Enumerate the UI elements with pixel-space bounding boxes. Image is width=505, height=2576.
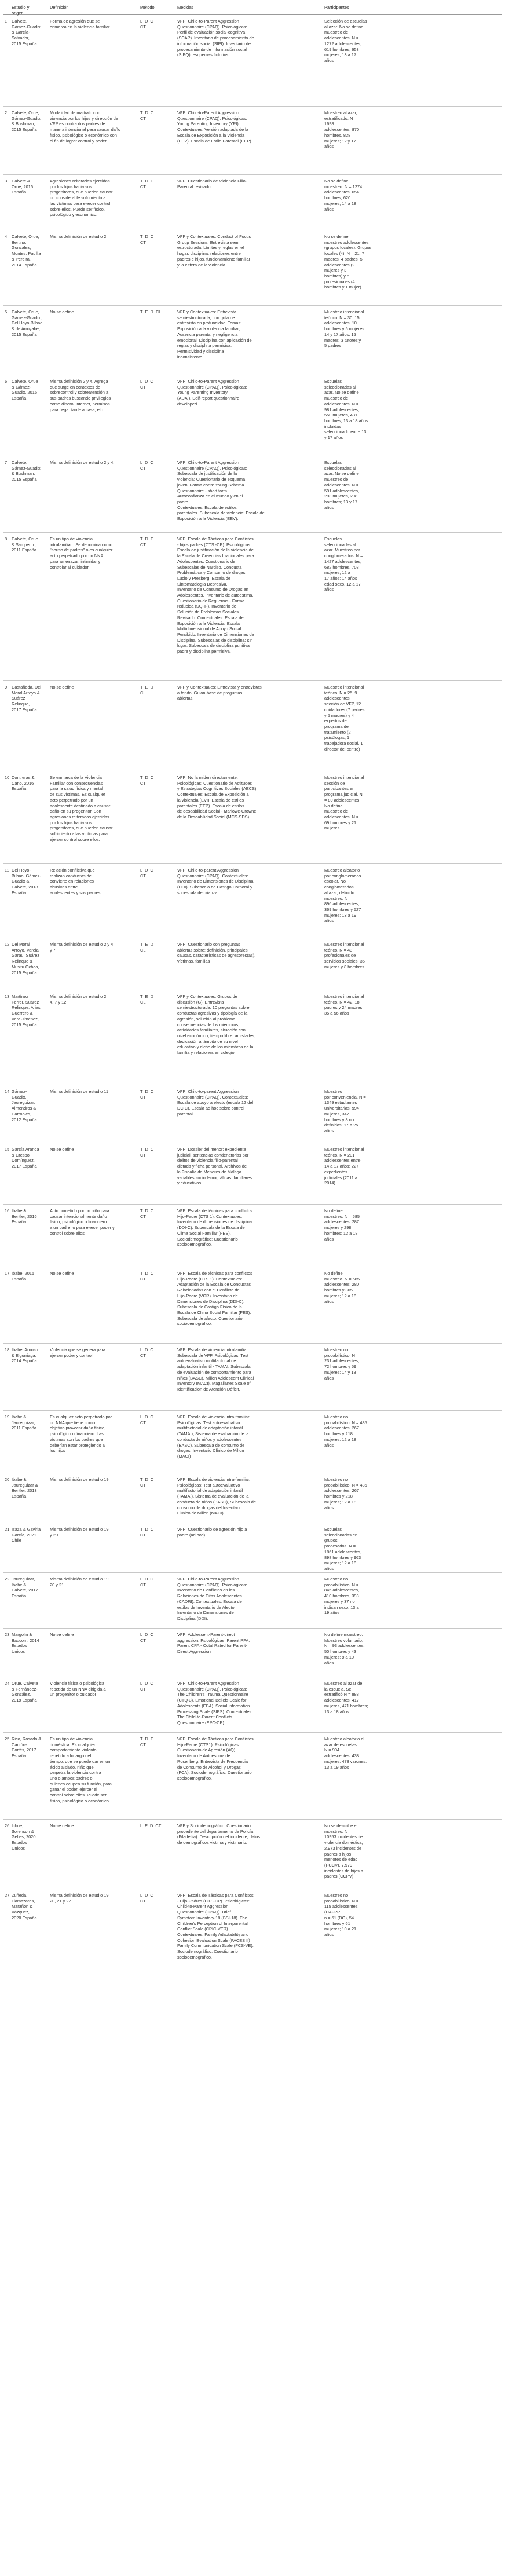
row-number: 26 bbox=[5, 1823, 10, 1828]
row-number: 12 bbox=[5, 942, 10, 947]
row-definicion: No se define bbox=[50, 309, 74, 314]
row-participantes: Muestreo al azar de la escuela. Se estratificó N = 888 adolescentes, 417 mujeres, 471 hombres; 13 a 18 años bbox=[324, 1681, 368, 1714]
row-participantes: Muestreo intencional sección de participantes en programa judicial. N = 89 adolescentes No define muestreo de adolescentes. N = 69 hombres y 21 mujeres bbox=[324, 775, 364, 831]
row-medidas: VFP: Escala de Tácticas para Conflictos - hijos padres (CTS -CP). Psicológicas: Escala de justificación de la violencia de la Escala de Creencias Irracionales para Adolescentes. Cuestionario de Subescalas de Narciso, Conducta Problemática y Consumo de drogas, Lucio y Presberg. Escala de Sintomatología Depresiva. Inventario de Consumo de Drogas en Adolescentes. Inventario de autoestima. Cuestionario de Reguerras - Forma reducida (SQ-IF). Inventario de Solución de Problemas Sociales. Revisado. Contextuales: Escala de Exposición a la Violencia. Escala Multidimensional de Apoyo Social Percibido. Inventario de Dimensiones de Disciplina. Subescalas de disciplina: sin lugar. Subescala de disciplina punitiva padre y disciplina permisiva. bbox=[177, 536, 254, 654]
row-medidas: VFP: Dossier del menor: expediente judicial, sentencias condenatorias por delitos de violencia filio-parental dictada y ficha personal. Archivos de la Fiscalía de Menores de Málaga. variables sociodemográficas, familiares y educativas. bbox=[177, 1147, 252, 1186]
row-definicion: Misma definición de estudio 11 bbox=[50, 1089, 108, 1094]
row-participantes: Escuelas seleccionadas al azar. Muestreo por conglomerados. N = 1427 adolescentes, 682 hombres, 708 mujeres, 12 a 17 años; 14 años edad sexo, 12 a 17 años bbox=[324, 536, 363, 592]
row-number: 21 bbox=[5, 1527, 10, 1532]
table-row bbox=[3, 1085, 502, 1143]
row-estudio: Ibabe, 2015 España bbox=[12, 1271, 35, 1282]
row-participantes: Muestreo al azar, estratificado. N = 1698 adolescentes, 870 hombres, 828 mujeres; 12 y 17 años bbox=[324, 110, 359, 149]
row-definicion: Agresiones reiteradas ejercidas por los hijos hacia sus progenitores, que pueden causar un considerable sufrimiento a las víctimas para ejercer control sobre ellos. Puede ser físico, psicológico y económico. bbox=[50, 178, 113, 218]
row-number: 16 bbox=[5, 1208, 10, 1213]
table-row bbox=[3, 1473, 502, 1523]
row-number: 5 bbox=[5, 309, 8, 314]
row-medidas: VFP: Child-to-parent Aggression Questionnaire (CPAQ). Contextuales: Escala de apoyo a efecto (escala 12 del DCIC). Escala ad hoc sobre control parental. bbox=[177, 1089, 254, 1117]
table-row bbox=[3, 375, 502, 456]
row-metodo: T D C CT bbox=[140, 178, 154, 189]
row-metodo: T D C CT bbox=[140, 775, 154, 786]
row-metodo: L D C CT bbox=[140, 1681, 153, 1692]
row-metodo: L D C CT bbox=[140, 1632, 153, 1643]
table-row bbox=[3, 456, 502, 533]
row-metodo: T E D CL bbox=[140, 942, 153, 953]
row-estudio: Calvete, Gámez-Guadix & García- Salvador, 2015 España bbox=[12, 19, 41, 46]
row-estudio: Margolin & Baucom, 2014 Estados Unidos bbox=[12, 1632, 39, 1655]
row-medidas: VFP: No la miden directamente. Psicológicas: Cuestionario de Actitudes y Estrategias Cognitivas Sociales (AECS). Contextuales: Escala de Exposición a la violencia (EVI). Escala de estilos parentales (EEP). Escala de estilos de deseabilidad Social - Marlowe-Crowne de la Deseabilidad Social (MCS-SDS). bbox=[177, 775, 258, 819]
row-participantes: No se define muestreo. N = 1274 adolescentes, 654 hombres, 620 mujeres; 14 a 18 años bbox=[324, 178, 363, 212]
row-estudio: Orue, Calvete & Fernández- González, 2019 España bbox=[12, 1681, 38, 1703]
table-row bbox=[3, 230, 502, 306]
row-number: 19 bbox=[5, 1414, 10, 1419]
table-row bbox=[3, 1889, 502, 1977]
row-definicion: Misma definición de estudio 2. bbox=[50, 234, 108, 239]
row-number: 23 bbox=[5, 1632, 10, 1637]
row-medidas: VFP: Child-to-Parent Aggression Questionnaire (CPAQ). Psicológicas: Young Parenting Inventory (YPI). Contextuales: Versión adaptada de la Escala de Exposición a la Violencia (EEV). Escala de Estilo Parental (EEP). bbox=[177, 110, 253, 144]
row-participantes: No se describe el muestreo. N = 10953 incidentes de violencia doméstica, 2.973 incidentes de padres a hijos menores de edad (PCCV). 7.979 incidentes de hijos a padres (CCPV) bbox=[324, 1823, 363, 1879]
row-estudio: Contreras & Cano, 2016 España bbox=[12, 775, 35, 792]
row-metodo: T E D CL bbox=[140, 994, 153, 1005]
table-row bbox=[3, 1629, 502, 1677]
table-row bbox=[3, 1344, 502, 1411]
row-number: 6 bbox=[5, 379, 8, 384]
row-estudio: Zuñeda, Llamazares, Marañón & Vázquez, 2020 España bbox=[12, 1893, 37, 1920]
table-row bbox=[3, 107, 502, 175]
row-participantes: Escuelas seleccionadas al azar. No se define muestreo de adolescentes. N = 981 adolescentes, 550 mujeres, 431 hombres, 13 a 18 años incluidas seleccionado entre 13 y 17 años bbox=[324, 379, 368, 441]
row-definicion: Misma definición de estudio 19 bbox=[50, 1477, 109, 1482]
row-definicion: No se define bbox=[50, 1271, 74, 1276]
row-participantes: Muestreo intencional teórico. N = 201 adolescentes entre 14 a 17 años; 227 expedientes judiciales (2011 a 2014) bbox=[324, 1147, 364, 1186]
row-participantes: Muestreo no probabilístico. N = 485 adolescentes, 267 hombres y 218 mujeres; 12 a 18 años bbox=[324, 1414, 367, 1448]
row-estudio: Calvete, Orue, Gámez-Guadix & Bushman, 2015 España bbox=[12, 110, 41, 133]
header-estudio: Estudio y origen bbox=[12, 5, 30, 16]
row-number: 20 bbox=[5, 1477, 10, 1482]
row-definicion: Misma definición de estudio 2 y 4 y 7 bbox=[50, 942, 114, 953]
row-metodo: T D C CT bbox=[140, 110, 154, 121]
row-estudio: Ibabe & Jaureguizar, 2011 España bbox=[12, 1414, 37, 1431]
row-estudio: Calvete, Orue & Sampedro, 2011 España bbox=[12, 536, 38, 553]
row-metodo: L D C CT bbox=[140, 379, 153, 390]
row-definicion: Es un tipo de violencia doméstica. Es cualquier comportamiento violento repetido a lo largo del tiempo, que se puede dar en un ácido aislado, niño que perpetra la violencia contra uno o ambos padres o quienes ocupen su función, para ganar el poder, ejercer el control sobre ellos. Puede ser físico, psicológico o económico bbox=[50, 1736, 112, 1803]
row-participantes: Muestreo intencional teórico. N = 25, 9 adolescentes, sección de VFP, 12 cuidadores (7 padres y 5 madres) y 4 expertos de programa de tratamiento (2 psicólogas, 1 trabajadora social, 1 director del centro) bbox=[324, 685, 365, 752]
header-medidas: Medidas bbox=[177, 5, 193, 10]
row-medidas: VFP: Cuestionario con preguntas abiertas sobre: definición, principales causas, características de agresores(as), víctimas, familias bbox=[177, 942, 256, 964]
row-number: 27 bbox=[5, 1893, 10, 1898]
row-metodo: L D C CT bbox=[140, 19, 153, 30]
row-metodo: T D C CT bbox=[140, 536, 154, 547]
row-medidas: VFP y Sociodemográfico: Cuestionario procedente del departamento de Policía (Filadelfia). Descripción del incidente, datos de demográficos victima y victimario. bbox=[177, 1823, 260, 1846]
row-number: 25 bbox=[5, 1736, 10, 1741]
table-row bbox=[3, 533, 502, 681]
row-estudio: Ichue, Sorenson & Gelles, 2020 Estados Unidos bbox=[12, 1823, 36, 1851]
row-number: 4 bbox=[5, 234, 8, 239]
row-number: 9 bbox=[5, 685, 8, 690]
table-row bbox=[3, 1677, 502, 1733]
row-estudio: García Aranda & Crespo Domínguez, 2017 España bbox=[12, 1147, 39, 1169]
row-metodo: T E D CL bbox=[140, 685, 153, 696]
table-header bbox=[3, 3, 502, 15]
row-medidas: VFP: Cuestionario de Violencia Filio- Parental revisado. bbox=[177, 178, 247, 189]
table-row bbox=[3, 1523, 502, 1573]
row-metodo: T D C CT bbox=[140, 1527, 154, 1538]
row-metodo: L E D CT bbox=[140, 1823, 162, 1828]
row-participantes: Muestreo no probabilístico. N = 231 adolescentes, 72 hombres y 59 mujeres; 14 y 18 años bbox=[324, 1347, 359, 1381]
row-definicion: Misma definición de estudio 19 y 20 bbox=[50, 1527, 109, 1538]
row-medidas: VFP: Escala de violencia intra-familiar. Psicológicas: Test autoevaluativo multifactorial de adaptación infantil (TAMAI), Sistema de evaluación de la conducta de niños (BASC), Subescala de consumo de drogas del Inventario Clínico de Millon (MACI) bbox=[177, 1477, 256, 1516]
row-definicion: No se define bbox=[50, 1147, 74, 1152]
row-definicion: No se define bbox=[50, 1823, 74, 1828]
row-number: 1 bbox=[5, 19, 8, 24]
row-medidas: VFP: Adolescent-Parent-direct aggression. Psicológicas: Parent PFA. Parent CPA - Cotal Rated for Parent- Direct Aggression bbox=[177, 1632, 250, 1655]
row-definicion: Misma definición de estudio 2, 4, 7 y 12 bbox=[50, 994, 108, 1005]
row-participantes: Muestreo aleatorio al azar de escuelas. N = 994 adolescentes, 438 mujeres, 478 varones; 13 a 19 años bbox=[324, 1736, 367, 1770]
row-number: 17 bbox=[5, 1271, 10, 1276]
table-row bbox=[3, 771, 502, 864]
row-definicion: Es cualquier acto perpetrado por un NNA que tiene como objetivo provocar daño físico, psicológico o financiero. Las víctimas son los padres que deberían estar protegiendo a los hijos bbox=[50, 1414, 112, 1454]
row-medidas: VFP y Contextuales: Grupos de discusión (G). Entrevista semiestructurada: 10 preguntas sobre conductas agresivas y tipología de la agresión, solución al problema, consecuencias de los miembros, actividades familiares, situación con nivel económico, tiempo libre, amistades, dedicación al ámbito de su nivel educativo y dicho de los miembros de la familia y relaciones en colegio. bbox=[177, 994, 256, 1056]
row-definicion: Modalidad de maltrato con violencia por los hijos y dirección de VFP es contra dos padres de manera intencional para causar daño físico, psicológico o económico con el fin de lograr control y poder. bbox=[50, 110, 121, 144]
header-participantes: Participantes bbox=[324, 5, 349, 10]
row-definicion: No se define bbox=[50, 1632, 74, 1637]
row-definicion: Se enmarca de la Violencia Familiar con consecuencias para la salud física y mental de sus víctimas. Es cualquier acto perpetrado por un adolescente destinado a causar daño en su progenitor. Son agresiones reiteradas ejercidas por los hijos hacia sus progenitores, que pueden causar sufrimiento a las víctimas para ejercer control sobre ellos. bbox=[50, 775, 113, 842]
row-definicion: No se define bbox=[50, 685, 74, 690]
row-participantes: Muestreo por conveniencia. N = 1349 estudiantes universitarias, 994 mujeres, 347 hombres y 8 no definidos; 17 a 25 años bbox=[324, 1089, 366, 1133]
row-definicion: Forma de agresión que se enmarca en la violencia familiar. bbox=[50, 19, 111, 30]
row-metodo: L D C CT bbox=[140, 460, 153, 471]
table-row bbox=[3, 1205, 502, 1267]
row-estudio: Calvete, Orue, Gámez-Guadix, Del Hoyo-Bilbao & de Arroyabe, 2015 España bbox=[12, 309, 43, 337]
table-row bbox=[3, 990, 502, 1085]
row-medidas: VFP: Escala de técnicas para conflictos Hijo-Padre (CTS 1). Contextuales: Adaptación de la Escala de Conductas Relacionadas con el Conflicto de Hijo-Padre (VGR). Inventario de Dimensiones de Disciplina (DDI-C). Subescala de Castigo Físico de la Escala de Clima Social Familiar (FES). Subescala de afecto. Cuestionario sociodemográfico. bbox=[177, 1271, 253, 1327]
row-number: 11 bbox=[5, 868, 9, 873]
header-metodo: Método bbox=[140, 5, 155, 10]
row-metodo: T D C CT bbox=[140, 1736, 154, 1747]
table-row bbox=[3, 1733, 502, 1820]
row-number: 24 bbox=[5, 1681, 10, 1686]
row-number: 22 bbox=[5, 1576, 10, 1582]
table-row bbox=[3, 175, 502, 230]
row-number: 8 bbox=[5, 536, 8, 541]
row-estudio: Ibabe & Jaureguizar & Bentler, 2013 España bbox=[12, 1477, 38, 1499]
row-participantes: Selección de escuelas al azar. No se define muestreo de adolescentes. N = 1272 adolescentes, 619 hombres, 653 mujeres; 13 a 17 años bbox=[324, 19, 367, 63]
table-row bbox=[3, 1267, 502, 1344]
table-row bbox=[3, 1573, 502, 1629]
row-number: 7 bbox=[5, 460, 8, 465]
row-metodo: L D C CT bbox=[140, 1347, 153, 1358]
row-estudio: Calvete, Orue & Gámez- Guadix, 2015 España bbox=[12, 379, 38, 401]
row-medidas: VFP y Contextuales: Conduct of Focus Group Sessions. Entrevista semi estructurada. Límites y reglas en el hogar, disciplina, relaciones entre padres e hijos, funcionamiento familiar y la esfera de la violencia. bbox=[177, 234, 251, 268]
row-metodo: T D C CT bbox=[140, 1477, 154, 1488]
table-row bbox=[3, 938, 502, 990]
row-medidas: VFP: Child-to-Parent Aggression Questionnaire (CPAQ). Psicológicas: Inventario de Conflictos en las Relaciones de Citas Adolescentes (CADRI). Contextuales: Escala de estilos de Inventario de Afecto. Inventario de Dimensiones de Disciplina (DDI). bbox=[177, 1576, 247, 1621]
row-participantes: No define muestreo. N = 585 adolescentes, 287 mujeres y 298 hombres; 12 a 18 años bbox=[324, 1208, 360, 1242]
row-participantes: Muestreo no probabilístico. N = 115 adolescentes (DAFPP n = 51 (DO), 54 hombres y 61 mujeres; 10 a 21 años bbox=[324, 1893, 359, 1937]
row-medidas: VFP: Cuestionario de agresión hijo a padre (ad hoc). bbox=[177, 1527, 247, 1538]
row-number: 3 bbox=[5, 178, 8, 184]
row-estudio: Ibabe & Bentler, 2016 España bbox=[12, 1208, 37, 1225]
row-definicion: Relación conflictiva que realizan conductas de convierte en relaciones abusivas entre adolescentes y sus padres. bbox=[50, 868, 102, 895]
row-definicion: Violencia que se genera para ejercer poder y control bbox=[50, 1347, 106, 1358]
row-medidas: VFP: Escala de Tácticas para Conflictos Hijo-Padre (CTS1). Psicológicas: Cuestionario de Agresión (AQ). Inventario de Autoestima de Rosenberg. Entrevista de Frecuencia de Consumo de Alcohol y Drogas (FCA). Sociodemográfico: Cuestionario sociodemográfico. bbox=[177, 1736, 254, 1781]
row-number: 2 bbox=[5, 110, 8, 115]
row-definicion: Misma definición de estudio 19, 20, 21 y 22 bbox=[50, 1893, 110, 1904]
row-metodo: L D C CT bbox=[140, 1576, 153, 1587]
row-estudio: Jaureguizar, Ibabe & Calvete, 2017 España bbox=[12, 1576, 38, 1599]
table-row bbox=[3, 1820, 502, 1889]
row-estudio: Del Moral Arroyo, Varela Garau, Suárez Relinque & Musitu Ochoa, 2015 España bbox=[12, 942, 40, 975]
row-estudio: Calvete, Orue, Bertino, González, Montes, Padilla & Pereira, 2014 España bbox=[12, 234, 41, 268]
row-participantes: Escuelas seleccionadas al azar. No se define muestreo de adolescentes. N = 591 adolescentes, 293 mujeres, 298 hombres; 13 y 17 años bbox=[324, 460, 359, 510]
row-participantes: Muestreo intencional teórico. N = 42, 18 padres y 24 madres; 35 a 56 años bbox=[324, 994, 364, 1016]
row-participantes: No define muestreo. Muestreo voluntario. N = 93 adolescentes, 50 hombres y 43 mujeres; 9 a 10 años bbox=[324, 1632, 365, 1666]
row-participantes: No se define muestreo adolescentes (grupos focales). Grupos focales (4): N = 21, 7 madres, 4 padres, 5 adolescentes (2 mujeres y 3 hombres) y 5 profesionales (4 hombres y 1 mujer) bbox=[324, 234, 372, 290]
row-medidas: VFP: Escala de Tácticas para Conflictos - Hijo-Padres (CTS-CP). Psicológicas: Child-to-Parent Aggression Questionnaire (CPAQ). Brief Symptom Inventory-18 (BSI-18). The Children's Perception of Interparental Conflict Scale (CPIC-VER). Contextuales: Family Adaptability and Cohesion Evaluation Scale (FACES II) Family Communication Scale (FCS-VE). Sociodemográfico: Cuestionario sociodemográfico. bbox=[177, 1893, 254, 1960]
row-medidas: VFP: Child-to-Parent Aggression Questionnaire (CPAQ). Psicológicas: Subescala de justificación de la violencia: Cuestionario de esquema joven. Forma corta: Young Schema Questionnaire - short form. Autoconfianza en el mundo y en el padre. Contextuales: Escala de estilos parentales. Subescala de violencia: Escala de Exposición a la Violencia (EEV). bbox=[177, 460, 265, 522]
row-participantes: Muestreo no probabilístico. N = 485 adolescentes, 267 hombres y 218 mujeres; 12 a 18 años bbox=[324, 1477, 367, 1510]
row-participantes: Escuelas seleccionadas en grupos procesados. N = 1861 adolescentes, 898 hombres y 963 mujeres; 12 a 18 años bbox=[324, 1527, 362, 1571]
row-metodo: T D C CT bbox=[140, 234, 154, 245]
row-estudio: Ibabe, Arnoso & Elgorriaga, 2014 España bbox=[12, 1347, 38, 1364]
row-participantes: Muestreo intencional teórico. N = 43 profesionales de servicios sociales, 35 mujeres y 8 hombres bbox=[324, 942, 365, 969]
row-estudio: Calvete, Gámez-Guadix & Bushman, 2015 España bbox=[12, 460, 41, 482]
row-estudio: Castañeda, Del Moral Arroyo & Suárez Relinque, 2017 España bbox=[12, 685, 41, 712]
row-medidas: VFP: Child-to-Parent Aggression Questionnaire (CPAQ). Psicológicas: The Children's Trauma Questionnaire (CTQ-3). Emotional Beliefs Scale for Adolescents (EBA). Social Information Processing Scale (SIPS). Contextuales: The Child-to-Parent Conflicts Questionnaire (EPC-CP) bbox=[177, 1681, 253, 1725]
row-number: 10 bbox=[5, 775, 10, 780]
table-row bbox=[3, 1143, 502, 1205]
row-participantes: Muestreo intencional teórico. N = 30, 15 adolescentes, 10 hombres y 5 mujeres 14 y 17 años. 15 madres, 3 tutores y 5 padres bbox=[324, 309, 365, 349]
row-estudio: Rico, Rosado & Cantón- Cortés, 2017 España bbox=[12, 1736, 42, 1759]
row-definicion: Misma definición de estudio 19, 20 y 21 bbox=[50, 1576, 110, 1587]
row-medidas: VFP: Escala de violencia intra-familiar. Psicológicas: Test autoevaluativo multifactorial de adaptación infantil (TAMAI), Sistema de evaluación de la conducta de niños y adolescentes (BASC), Subescala de consumo de drogas. Inventario Clínico de Millon (MACI) bbox=[177, 1414, 251, 1459]
table-row bbox=[3, 1411, 502, 1473]
row-medidas: VFP y Contextuales: Entrevista y entrevistas a fondo. Guion-base de preguntas abiertas. bbox=[177, 685, 262, 701]
row-medidas: VFP: Escala de técnicas para conflictos Hijo-Padre (CTS 1). Contextuales: Inventario de dimensiones de disciplina (DDI-C). Subescala de la Escala de Clima Social Familiar (FES). Sociodemográfico: Cuestionario sociodemográfico. bbox=[177, 1208, 253, 1247]
row-metodo: T D C CT bbox=[140, 1208, 154, 1219]
table-row bbox=[3, 306, 502, 375]
row-number: 18 bbox=[5, 1347, 10, 1352]
row-participantes: Muestreo aleatorio por conglomerados escolar. No conglomerados al azar, definido muestreo. N = 896 adolescentes, 369 hombres y 527 mujeres; 13 a 19 años bbox=[324, 868, 361, 924]
row-estudio: Isaza & Gaviria García, 2021 Chile bbox=[12, 1527, 41, 1543]
row-metodo: L D C CT bbox=[140, 868, 153, 879]
table-row bbox=[3, 681, 502, 771]
row-metodo: T D C CT bbox=[140, 1089, 154, 1100]
row-participantes: Muestreo no probabilístico. N = 845 adolescentes, 410 hombres, 398 mujeres y 37 no indican sexo; 13 a 19 años bbox=[324, 1576, 359, 1616]
row-metodo: T D C CT bbox=[140, 1271, 154, 1282]
row-estudio: Calvete & Orue, 2016 España bbox=[12, 178, 33, 195]
row-medidas: VFP: Child-to-Parent Aggression Questionnaire (CPAQ). Psicológicas: Perfil de evaluación social-cognitiva (SCAP). Inventario de procesamiento de información social (SIPI). Inventario de procesamiento de información social (SIPQ): esquemas fictorios. bbox=[177, 19, 254, 58]
row-medidas: VFP: Escala de violencia intrafamiliar. Subescala de VFP. Psicológicas: Test autoevaluativo multifactorial de adaptación infantil - TAMAI. Subescala de evaluación de comportamiento para niños (BASC). Millon Adolescent Clinical Inventory (MACI). Magallanes Scale of Identificación de Atención Déficit. bbox=[177, 1347, 254, 1392]
row-participantes: No define muestreo. N = 585 adolescentes, 280 hombres y 305 mujeres; 12 a 18 años bbox=[324, 1271, 360, 1304]
header-definicion: Definición bbox=[50, 5, 69, 10]
row-medidas: VFP: Child-to-Parent Aggression Questionnaire (CPAQ). Psicológicas: Young Parenting Inventory (ADAI). Self-report questionnaire developed. bbox=[177, 379, 247, 407]
row-metodo: T E D CL bbox=[140, 309, 162, 314]
row-medidas: VFP: Child-to-parent Aggression Questionnaire (CPAQ). Contextuales: Inventario de Dimensiones de Disciplina (DDI). Subescala de Castigo Corporal y subescala de crianza bbox=[177, 868, 254, 895]
row-definicion: Violencia física o psicológica repetida de un NNA dirigida a un progenitor o cuidador bbox=[50, 1681, 106, 1697]
row-number: 15 bbox=[5, 1147, 10, 1152]
row-metodo: T D C CT bbox=[140, 1147, 154, 1158]
row-number: 14 bbox=[5, 1089, 10, 1094]
row-definicion: Misma definición de estudio 2 y 4. bbox=[50, 460, 115, 465]
row-definicion: Misma definición 2 y 4. Agrega que surge en contextos de sobrecontrol y sobreatención a sus padres buscando privilegios como dinero, internet, permisos para llegar tarde a casa, etc. bbox=[50, 379, 111, 412]
row-number: 13 bbox=[5, 994, 10, 999]
row-estudio: Del Hoyo- Bilbao, Gámez- Guadix & Calvete, 2018 España bbox=[12, 868, 41, 895]
row-definicion: Acto cometido por un niño para causar intencionalmente daño físico, psicológico o financiero a un padre, o para ejercer poder y control sobre ellos bbox=[50, 1208, 115, 1236]
row-estudio: Gámez- Guadix, Jaureguizar, Almendros & Carrobles, 2012 España bbox=[12, 1089, 37, 1122]
row-metodo: L D C CT bbox=[140, 1893, 153, 1904]
row-metodo: L D C CT bbox=[140, 1414, 153, 1425]
table-row bbox=[3, 864, 502, 938]
row-definicion: Es un tipo de violencia intrafamiliar . Se denomina como "abuso de padres" o es cualquier acto perpetrado por un NNA, para amenazar, intimidar y controlar al cuidador. bbox=[50, 536, 113, 570]
row-medidas: VFP y Contextuales: Entrevista semiestructurada, con guía de entrevista en profundidad. Temas: Exposición a la violencia familiar, Ausencia parental y negligencia emocional. Disciplina con aplicación de reglas y disciplina permisiva. Permisividad y disciplina inconsistente. bbox=[177, 309, 252, 360]
row-estudio: Martínez Ferrer, Suárez Relinque, Arias Guerrero & Vera Jiménez, 2015 España bbox=[12, 994, 41, 1027]
table-row bbox=[3, 15, 502, 107]
